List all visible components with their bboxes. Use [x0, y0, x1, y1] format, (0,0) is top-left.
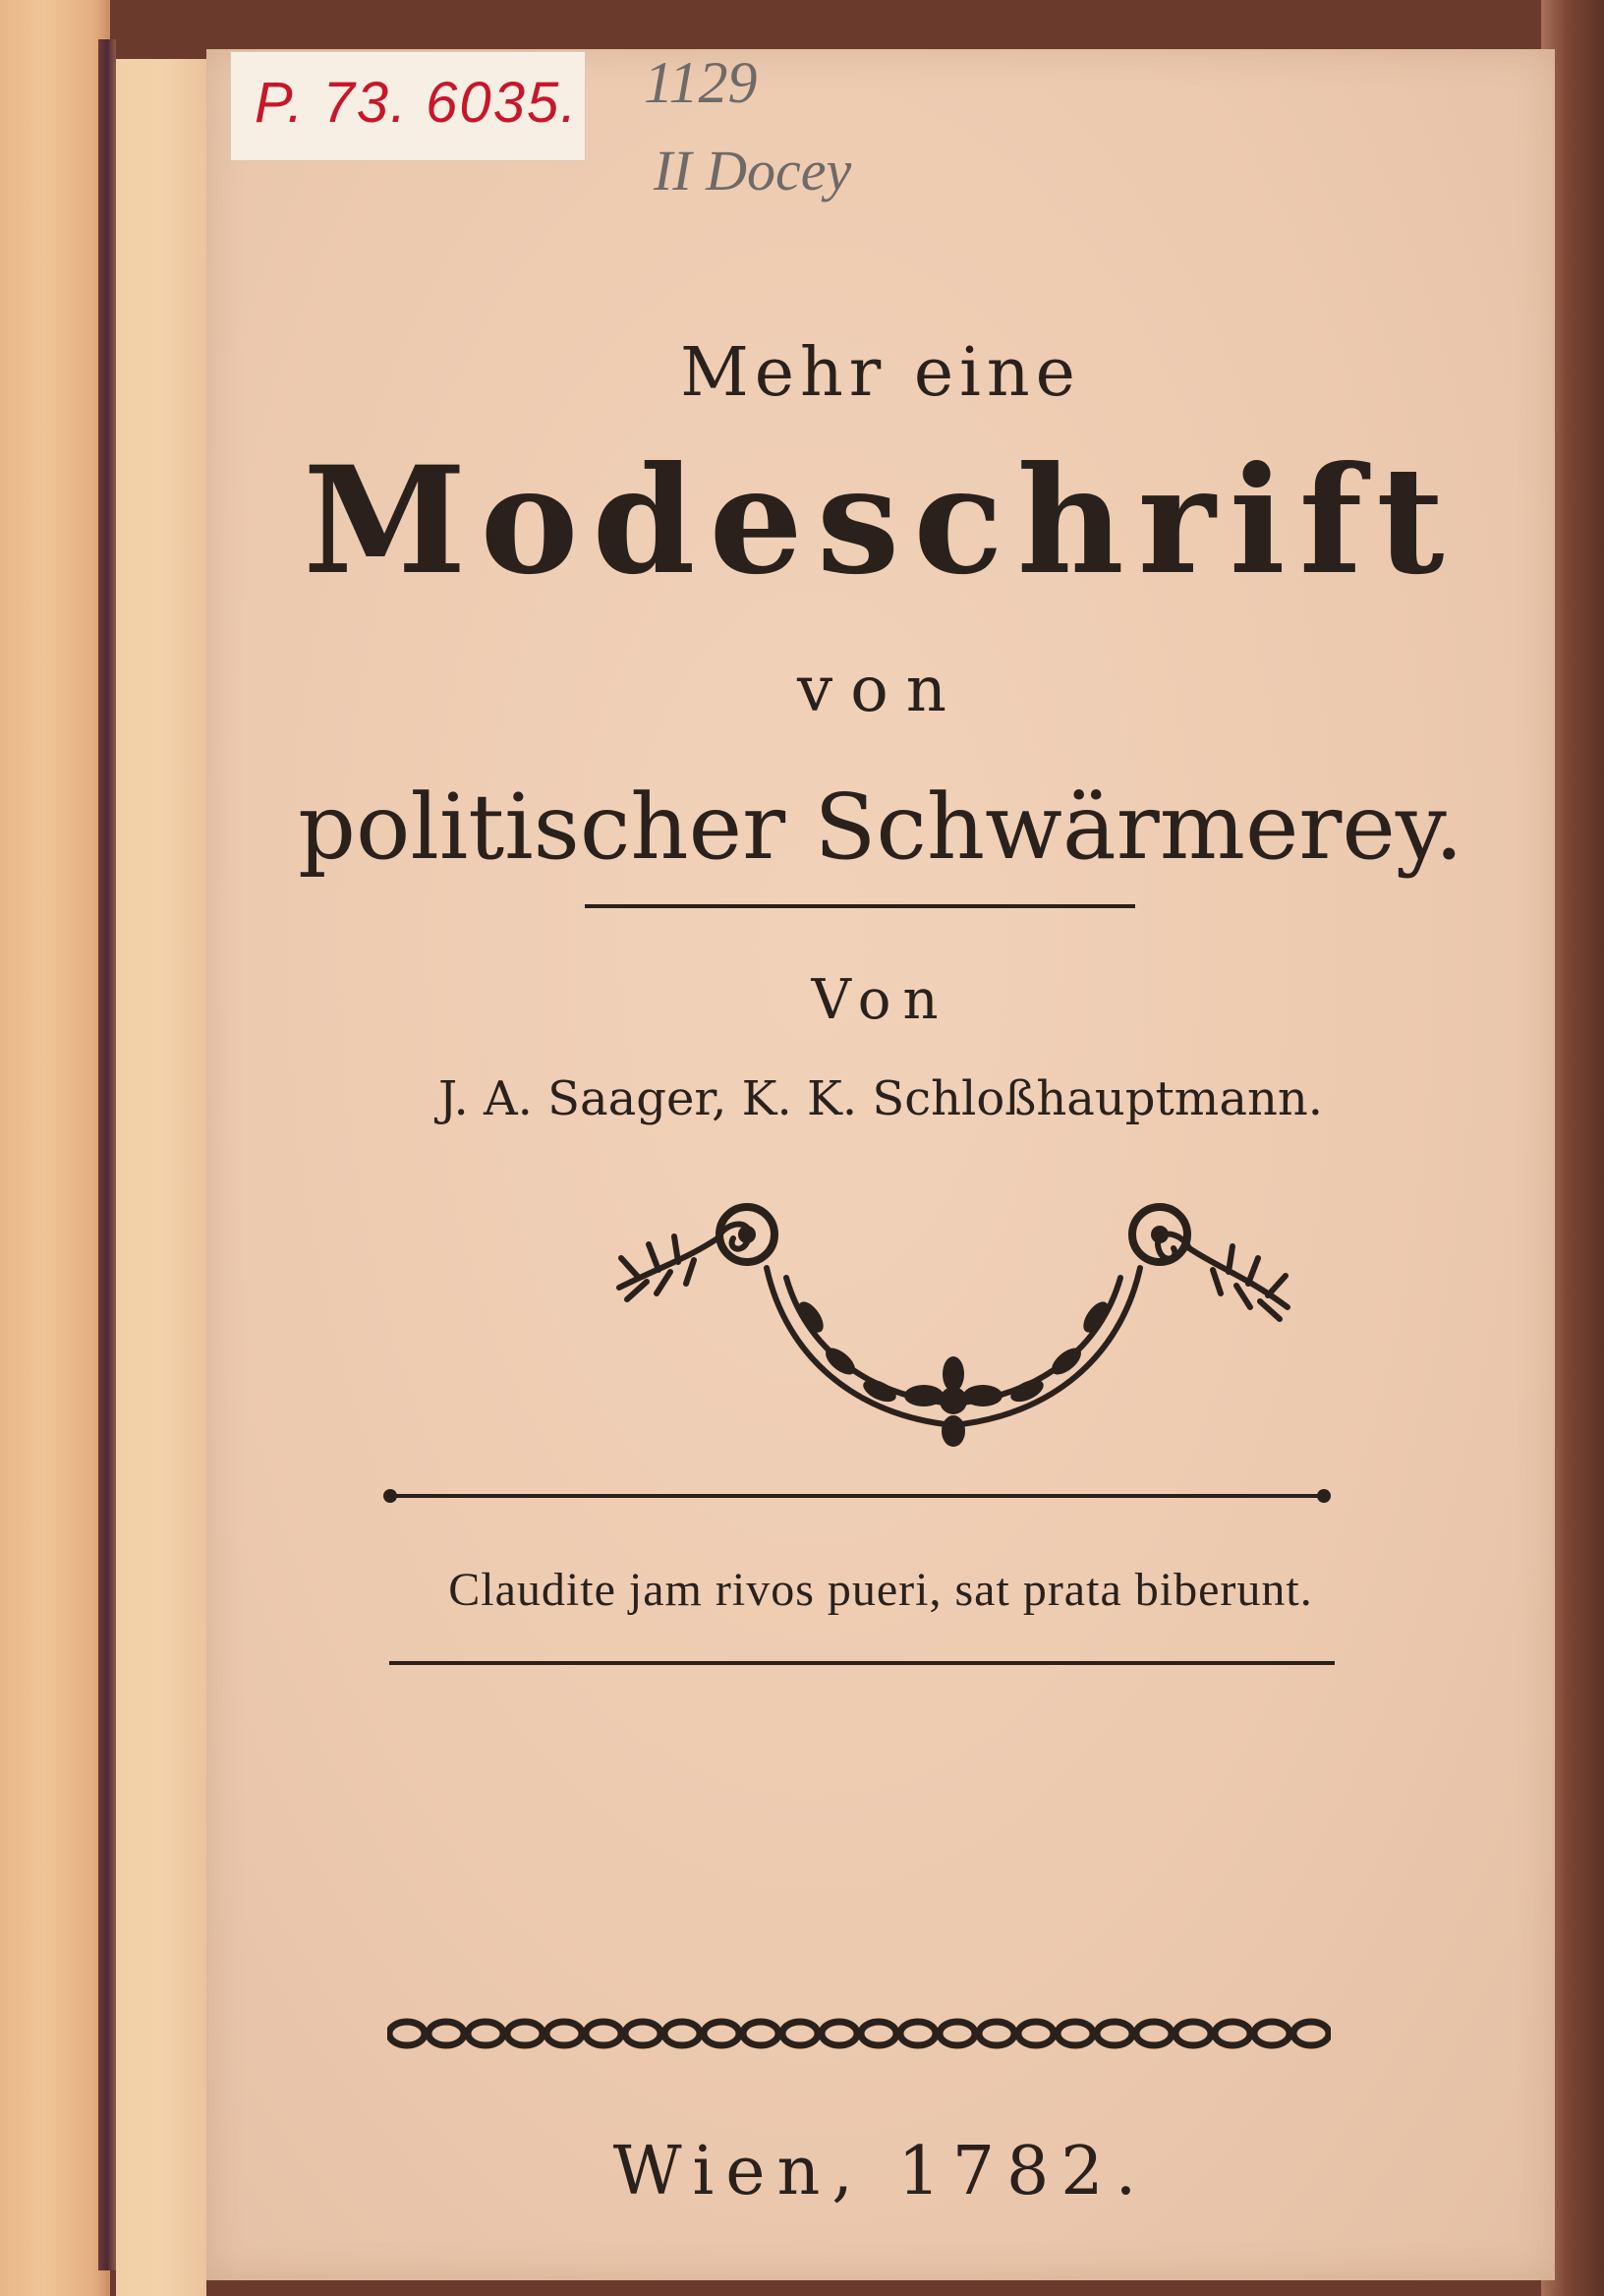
shelfmark-label — [230, 51, 586, 161]
title-page — [206, 49, 1555, 2280]
motto-top-rule — [391, 1494, 1325, 1498]
byline: Von — [811, 968, 950, 1032]
chain-link — [546, 2022, 582, 2045]
chain-link — [1097, 2022, 1132, 2045]
binding-spine-edge — [98, 39, 116, 2270]
title-line-1: Mehr eine — [680, 334, 1081, 412]
binding-paper-strip — [116, 59, 206, 2296]
chain-link — [861, 2022, 896, 2045]
chain-link — [625, 2022, 660, 2045]
chain-link — [782, 2022, 818, 2045]
chain-link — [1215, 2022, 1250, 2045]
chain-border-ornament — [387, 2015, 1331, 2052]
chain-link — [664, 2022, 700, 2045]
latin-motto: Claudite jam rivos pueri, sat prata biberunt. — [448, 1564, 1313, 1616]
chain-link — [389, 2022, 425, 2045]
rule-end-dot — [383, 1489, 397, 1503]
chain-link — [507, 2022, 543, 2045]
chain-link — [1058, 2022, 1093, 2045]
motto-bottom-rule — [389, 1661, 1335, 1665]
imprint-place-date: Wien, 1782. — [612, 2133, 1149, 2210]
chain-link — [979, 2022, 1014, 2045]
chain-link — [822, 2022, 857, 2045]
chain-link — [1175, 2022, 1211, 2045]
chain-link — [1254, 2022, 1289, 2045]
floral-garland-ornament — [600, 1199, 1307, 1455]
chain-link — [1018, 2022, 1054, 2045]
title-line-3: von — [797, 654, 964, 726]
chain-link — [586, 2022, 621, 2045]
title-line-4: politischer Schwärmerey. — [298, 775, 1463, 880]
rule-end-dot — [1317, 1489, 1331, 1503]
chain-link — [429, 2022, 464, 2045]
chain-link — [1136, 2022, 1172, 2045]
chain-link — [1293, 2022, 1329, 2045]
chain-link — [940, 2022, 975, 2045]
title-divider-rule — [585, 904, 1135, 908]
pencil-mark-number: 1129 — [644, 50, 758, 115]
book-binding — [0, 0, 110, 2296]
chain-link — [743, 2022, 778, 2045]
title-main: Modeschrift — [303, 434, 1459, 607]
chain-link — [468, 2022, 503, 2045]
chain-link — [704, 2022, 739, 2045]
chain-link — [900, 2022, 936, 2045]
pencil-mark-note: II Docey — [654, 139, 852, 202]
author-line: J. A. Saager, K. K. Schloßhauptmann. — [437, 1071, 1324, 1126]
shelfmark-text: P. 73. 6035. — [255, 71, 579, 135]
